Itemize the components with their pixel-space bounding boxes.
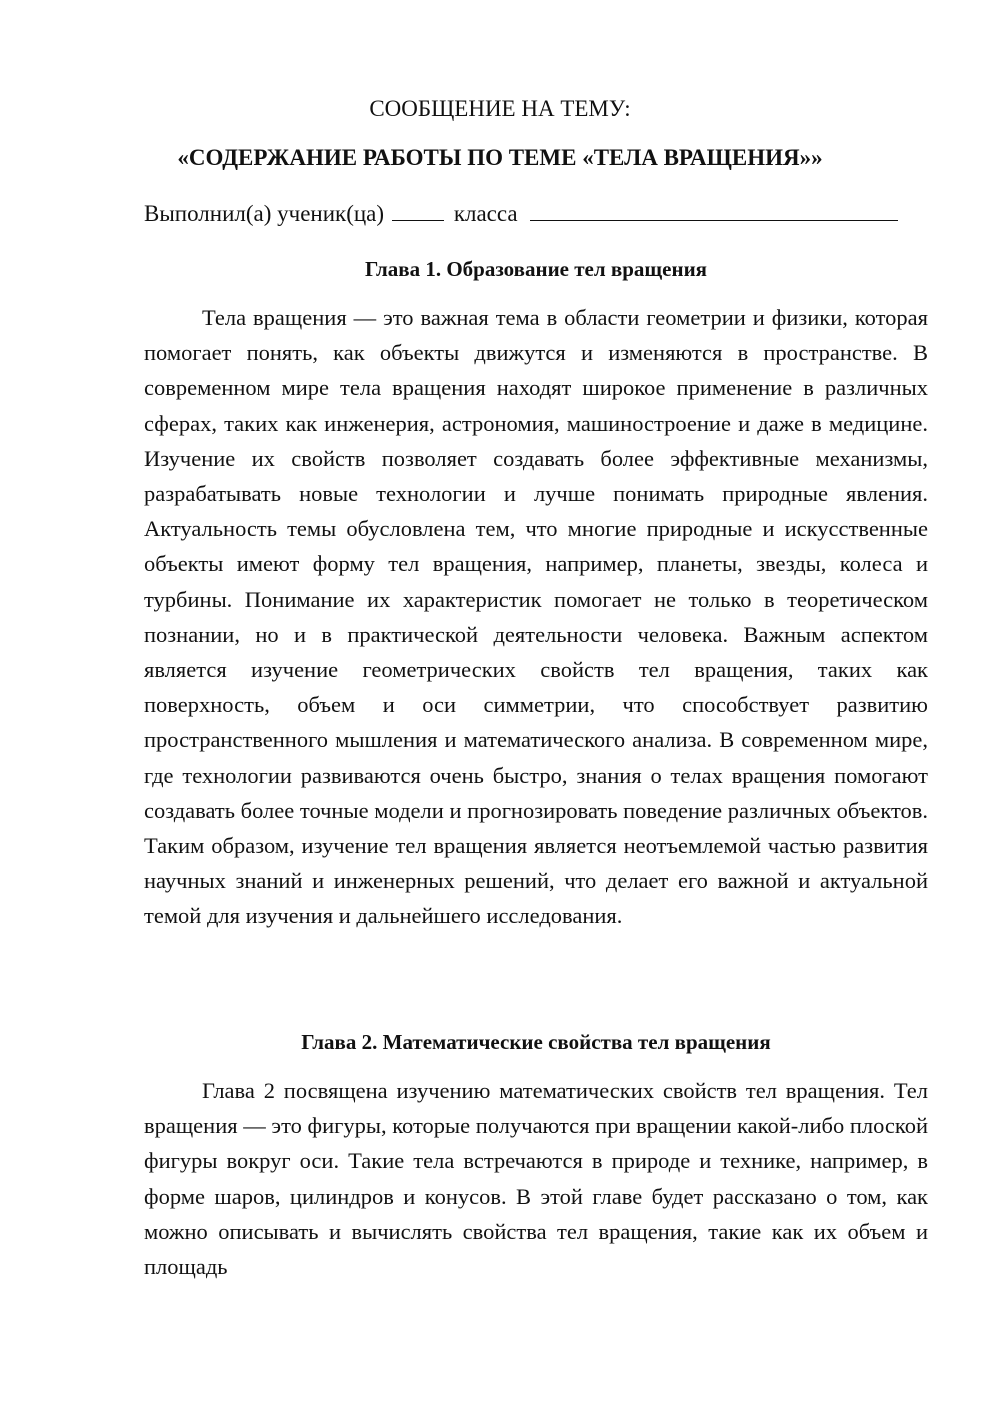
document-title-line1: СООБЩЕНИЕ НА ТЕМУ: xyxy=(369,96,631,121)
author-prefix: Выполнил(а) ученик(ца) xyxy=(144,201,385,226)
chapter-1-heading: Глава 1. Образование тел вращения xyxy=(364,257,708,281)
author-line xyxy=(144,198,934,229)
chapter-1-paragraph: Тела вращения — это важная тема в области геометрии и физики, которая помогает понять, как объекты движутся и изменяются в пространстве. В современном мире тела вращения находят широкое применение в различных сферах, таких как инженерия, астрономия, машиностроение и даже в медицине. Изучение их свойств позволяет создавать более эффективные механизмы, разрабатывать новые технологии и лучше понимать природные явления. Актуальность темы обусловлена тем, что многие природные и искусственные объекты имеют форму тел вращения, например, планеты, звезды, колеса и турбины. Понимание их характеристик помогает не только в теоретическом познании, но и в практической деятельности человека. Важным аспектом является изучение геометрических свойств тел вращения, таких как поверхность, объем и оси симметрии, что способствует развитию пространственного мышления и математического анализа. В современном мире, где технологии развиваются очень быстро, знания о телах вращения помогают создавать более точные модели и прогнозировать поведение различных объектов. Таким образом, изучение тел вращения является неотъемлемой частью развития научных знаний и инженерных решений, что делает его важной и актуальной темой для изучения и дальнейшего исследования. xyxy=(144,305,928,929)
document-title-line2: «СОДЕРЖАНИЕ РАБОТЫ ПО ТЕМЕ «ТЕЛА ВРАЩЕНИЯ»» xyxy=(177,145,823,170)
chapter-2-heading: Глава 2. Математические свойства тел вращения xyxy=(301,1030,771,1054)
class-number-blank xyxy=(392,198,444,221)
chapter-2-paragraph: Глава 2 посвящена изучению математических свойств тел вращения. Тел вращения — это фигуры, которые получаются при вращении какой-либо плоской фигуры вокруг оси. Такие тела встречаются в природе и технике, например, в форме шаров, цилиндров и конусов. В этой главе будет рассказано о том, как можно описывать и вычислять свойства тел вращения, такие как их объем и площадь xyxy=(144,1078,928,1280)
student-name-blank xyxy=(530,198,898,221)
class-word: класса xyxy=(453,201,518,226)
